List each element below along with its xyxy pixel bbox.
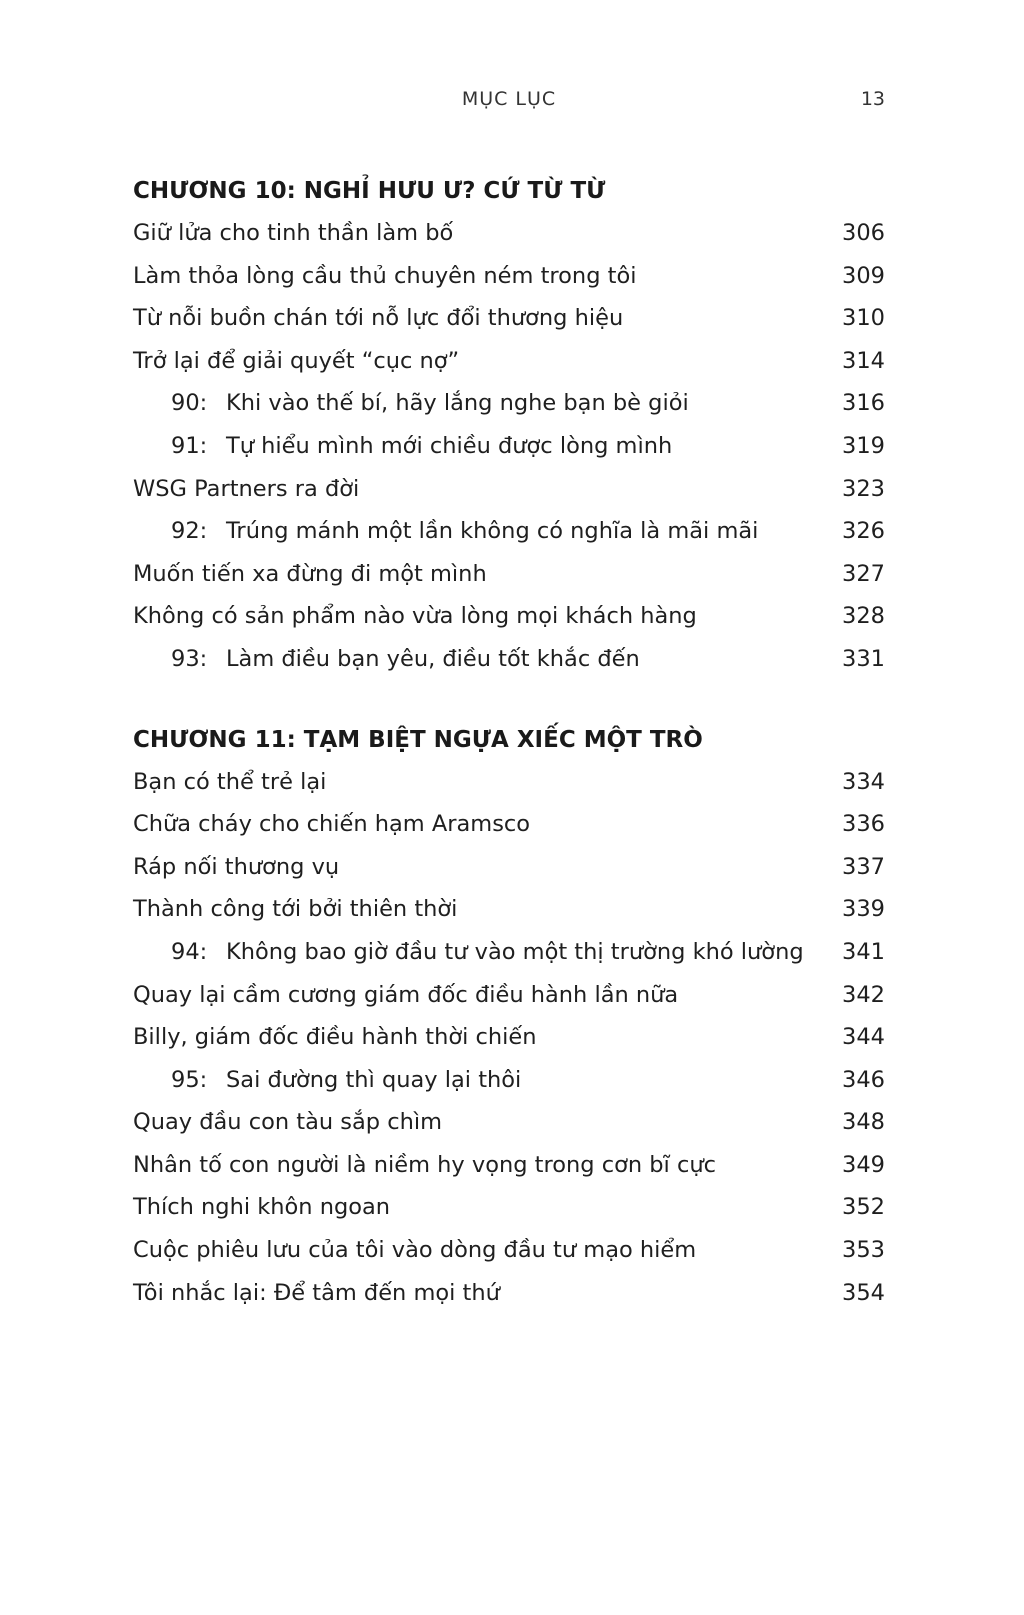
toc-entry-title: Thành công tới bởi thiên thời <box>133 896 458 923</box>
chapter-title: CHƯƠNG 11: TẠM BIỆT NGỰA XIẾC MỘT TRÒ <box>133 726 703 753</box>
toc-entry <box>133 888 885 931</box>
toc-entry-title: Không bao giờ đầu tư vào một thị trường khó lường <box>226 938 804 965</box>
toc-entry-title: Bạn có thể trẻ lại <box>133 768 327 795</box>
toc-subentry <box>133 931 885 974</box>
toc-entry-title: Không có sản phẩm nào vừa lòng mọi khách hàng <box>133 603 697 630</box>
toc-entry-page: 353 <box>842 1237 885 1264</box>
toc-entry-title: Cuộc phiêu lưu của tôi vào dòng đầu tư mạo hiểm <box>133 1237 697 1264</box>
toc-entry-title: Quay lại cầm cương giám đốc điều hành lần nữa <box>133 981 679 1008</box>
toc-entry-title: Sai đường thì quay lại thôi <box>226 1066 522 1093</box>
toc-entry-page: 341 <box>842 938 885 965</box>
toc-entry <box>133 1144 885 1187</box>
toc-entry-title: Từ nỗi buồn chán tới nỗ lực đổi thương hiệu <box>133 305 624 332</box>
toc-entry-page: 346 <box>842 1066 885 1093</box>
toc-entry-page: 327 <box>842 560 885 587</box>
chapter-title: CHƯƠNG 10: NGHỈ HƯU Ư? CỨ TỪ TỪ <box>133 178 606 204</box>
toc-entry-title: Muốn tiến xa đừng đi một mình <box>133 560 487 587</box>
toc-entry-page: 344 <box>842 1024 885 1051</box>
toc-subentry <box>133 382 885 425</box>
toc-entry <box>133 595 885 638</box>
toc-entry-page: 319 <box>842 432 885 459</box>
toc-entry <box>133 803 885 846</box>
toc-entry-title: Ráp nối thương vụ <box>133 853 340 880</box>
toc-entry-page: 328 <box>842 603 885 630</box>
toc-entry-number: 90: <box>171 390 208 417</box>
toc-entry-title: Trở lại để giải quyết “cục nợ” <box>133 347 460 374</box>
toc-entry-title: Billy, giám đốc điều hành thời chiến <box>133 1024 537 1051</box>
toc-entry <box>133 297 885 340</box>
toc-entry-title: Chữa cháy cho chiến hạm Aramsco <box>133 811 531 838</box>
toc-entry-title: Nhân tố con người là niềm hy vọng trong cơn bĩ cực <box>133 1151 716 1178</box>
table-of-contents <box>133 170 885 1314</box>
toc-entry-page: 323 <box>842 475 885 502</box>
toc-entry <box>133 340 885 383</box>
toc-entry-number: 95: <box>171 1066 208 1093</box>
toc-entry-number: 93: <box>171 645 208 672</box>
toc-entry-number: 91: <box>171 432 208 459</box>
toc-entry-page: 310 <box>842 305 885 332</box>
chapter-10 <box>133 170 885 681</box>
toc-entry-page: 339 <box>842 896 885 923</box>
toc-entry-page: 326 <box>842 518 885 545</box>
running-header <box>133 88 885 116</box>
toc-entry <box>133 1186 885 1229</box>
toc-entry-title: Tôi nhắc lại: Để tâm đến mọi thứ <box>133 1279 500 1306</box>
toc-entry-title: Làm điều bạn yêu, điều tốt khắc đến <box>226 645 640 672</box>
toc-entry-page: 349 <box>842 1151 885 1178</box>
toc-entry-title: Tự hiểu mình mới chiều được lòng mình <box>226 432 673 459</box>
toc-subentry <box>133 510 885 553</box>
toc-entry <box>133 468 885 511</box>
toc-entry <box>133 846 885 889</box>
toc-subentry <box>133 638 885 681</box>
chapter-11 <box>133 719 885 1315</box>
toc-entry-title: Khi vào thế bí, hãy lắng nghe bạn bè giỏi <box>226 390 689 417</box>
toc-entry <box>133 761 885 804</box>
running-header-title: MỤC LỤC <box>461 88 557 110</box>
toc-entry-title: Làm thỏa lòng cầu thủ chuyên ném trong tôi <box>133 262 637 289</box>
toc-entry-page: 334 <box>842 768 885 795</box>
toc-entry-title: Trúng mánh một lần không có nghĩa là mãi mãi <box>226 518 759 545</box>
toc-entry-title: WSG Partners ra đời <box>133 475 360 502</box>
toc-entry-page: 306 <box>842 220 885 246</box>
toc-entry <box>133 553 885 596</box>
toc-entry <box>133 1016 885 1059</box>
toc-entry <box>133 1101 885 1144</box>
toc-entry-page: 354 <box>842 1279 885 1306</box>
toc-entry-page: 348 <box>842 1109 885 1136</box>
toc-entry-page: 316 <box>842 390 885 417</box>
toc-entry <box>133 212 885 255</box>
toc-entry-page: 314 <box>842 347 885 374</box>
toc-entry <box>133 1229 885 1272</box>
toc-entry <box>133 974 885 1017</box>
toc-subentry <box>133 425 885 468</box>
toc-entry-page: 352 <box>842 1194 885 1221</box>
toc-entry-page: 342 <box>842 981 885 1008</box>
toc-entry-number: 94: <box>171 938 208 965</box>
toc-subentry <box>133 1059 885 1102</box>
toc-entry-title: Thích nghi khôn ngoan <box>133 1194 391 1221</box>
toc-entry <box>133 1272 885 1315</box>
toc-entry <box>133 255 885 298</box>
toc-entry-page: 337 <box>842 853 885 880</box>
toc-entry-page: 336 <box>842 811 885 838</box>
toc-entry-number: 92: <box>171 518 208 545</box>
toc-entry-page: 309 <box>842 262 885 289</box>
toc-entry-title: Giữ lửa cho tinh thần làm bố <box>133 220 454 246</box>
toc-entry-page: 331 <box>842 645 885 672</box>
page-number: 13 <box>860 88 885 110</box>
toc-entry-title: Quay đầu con tàu sắp chìm <box>133 1109 443 1136</box>
